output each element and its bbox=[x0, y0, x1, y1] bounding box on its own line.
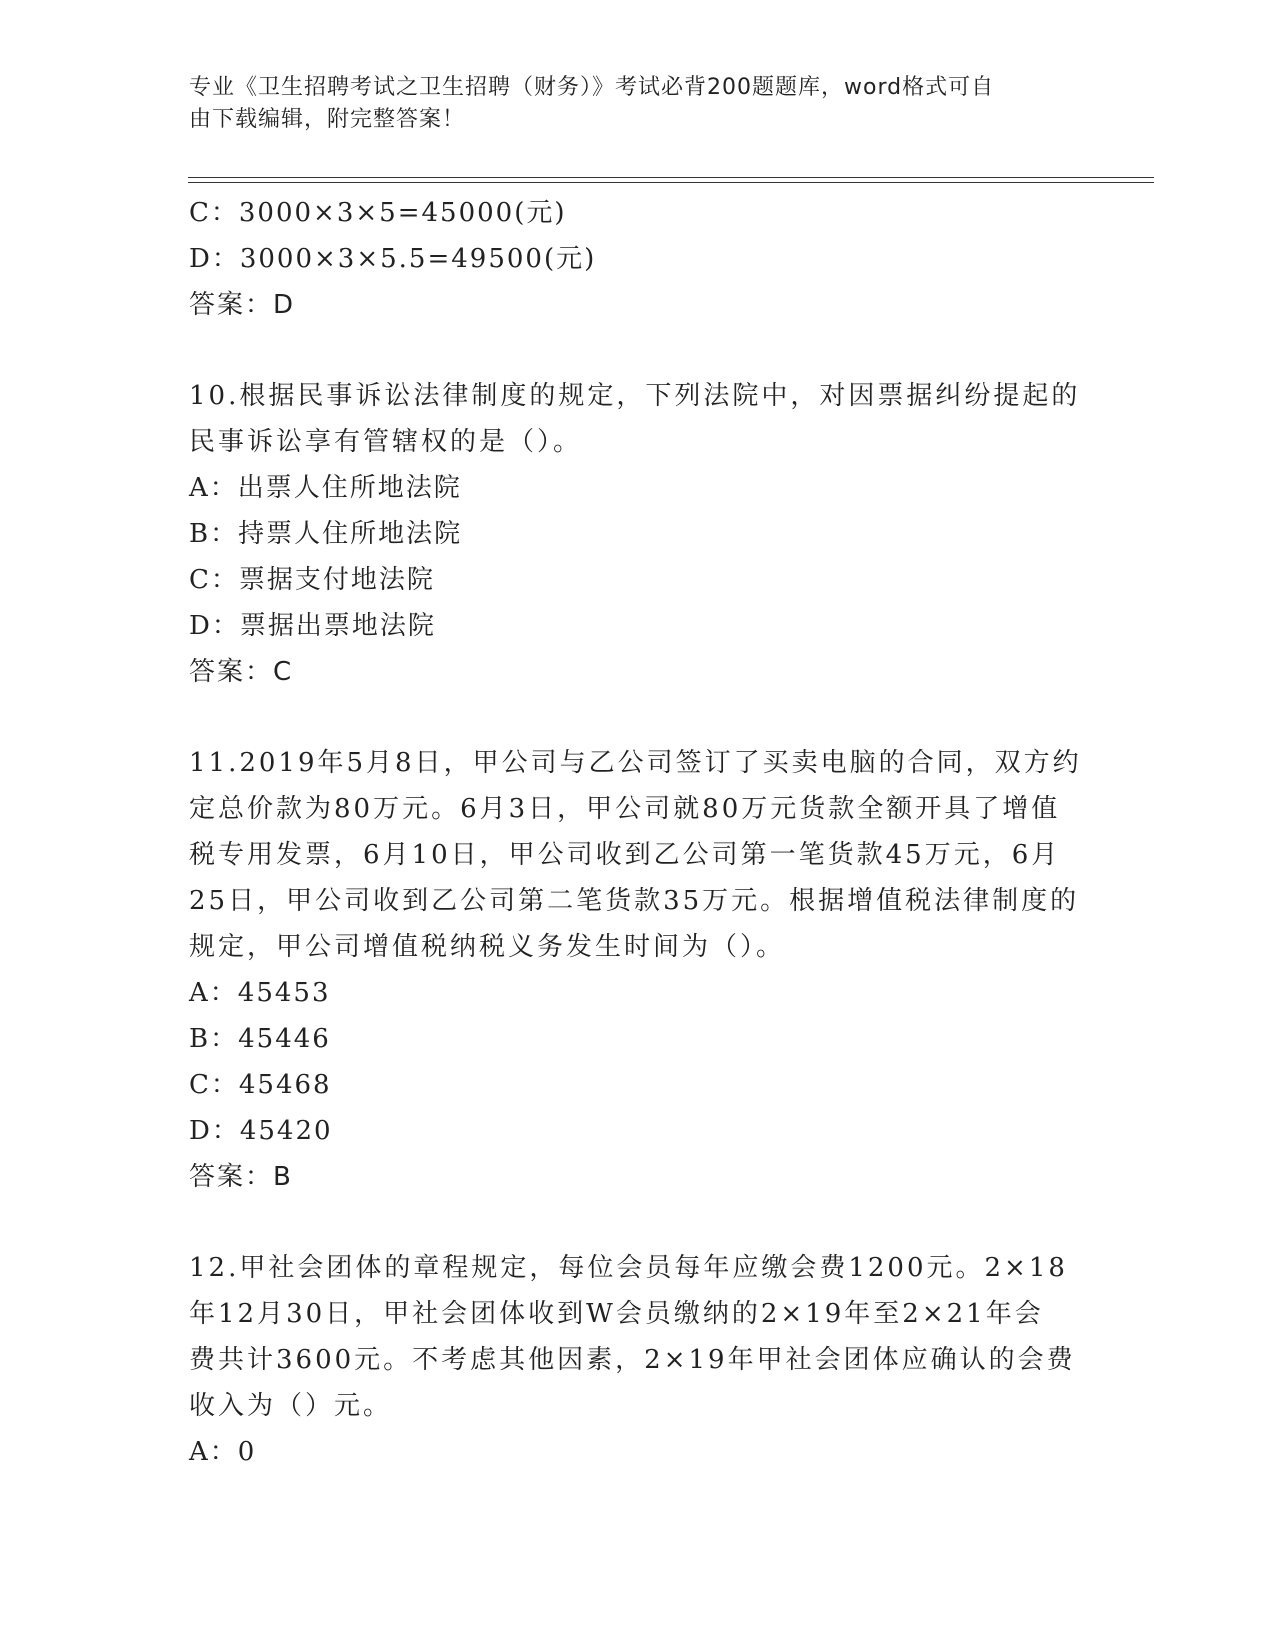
question-text-line: 收入为（）元。 bbox=[189, 1391, 393, 1421]
question-text bbox=[189, 740, 1089, 970]
question-text-line: 民事诉讼享有管辖权的是（）。 bbox=[189, 427, 583, 457]
question-12 bbox=[189, 1245, 1089, 1475]
option-b: B：45446 bbox=[189, 1024, 331, 1054]
document-header bbox=[189, 72, 1069, 136]
question-text-line: 11.2019年5月8日，甲公司与乙公司签订了买卖电脑的合同，双方约 bbox=[189, 748, 1082, 778]
option-a: A：0 bbox=[189, 1437, 257, 1467]
option-b: B：持票人住所地法院 bbox=[189, 519, 463, 549]
document-body bbox=[189, 190, 1089, 1475]
question-11 bbox=[189, 740, 1089, 1200]
header-divider-bottom bbox=[188, 182, 1154, 183]
question-text-line: 税专用发票，6月10日，甲公司收到乙公司第一笔货款45万元，6月 bbox=[189, 840, 1061, 870]
answer-line: 答案：C bbox=[189, 657, 294, 687]
question-text-line: 定总价款为80万元。6月3日，甲公司就80万元货款全额开具了增值 bbox=[189, 794, 1061, 824]
question-text-line: 年12月30日，甲社会团体收到W会员缴纳的2×19年至2×21年会 bbox=[189, 1299, 1044, 1329]
header-line-1: 专业《卫生招聘考试之卫生招聘（财务）》考试必背200题题库，word格式可自 bbox=[189, 75, 995, 100]
header-divider-top bbox=[188, 177, 1154, 178]
option-a: A：45453 bbox=[189, 978, 331, 1008]
header-line-2: 由下载编辑，附完整答案！ bbox=[189, 107, 466, 132]
question-text-line: 12.甲社会团体的章程规定，每位会员每年应缴会费1200元。2×18 bbox=[189, 1253, 1068, 1283]
question-text-line: 10.根据民事诉讼法律制度的规定，下列法院中，对因票据纠纷提起的 bbox=[189, 381, 1081, 411]
answer-line: 答案：D bbox=[189, 290, 296, 320]
option-c: C：3000×3×5=45000(元) bbox=[189, 198, 567, 228]
option-a: A：出票人住所地法院 bbox=[189, 473, 462, 503]
question-10 bbox=[189, 373, 1089, 695]
option-c: C：票据支付地法院 bbox=[189, 565, 435, 595]
answer-line: 答案：B bbox=[189, 1162, 293, 1192]
option-d: D：45420 bbox=[189, 1116, 333, 1146]
question-text-line: 费共计3600元。不考虑其他因素，2×19年甲社会团体应确认的会费 bbox=[189, 1345, 1076, 1375]
question-text-line: 25日，甲公司收到乙公司第二笔货款35万元。根据增值税法律制度的 bbox=[189, 886, 1080, 916]
option-d: D：3000×3×5.5=49500(元) bbox=[189, 244, 597, 274]
question-text bbox=[189, 373, 1089, 465]
prev-question-block bbox=[189, 190, 1089, 328]
option-d: D：票据出票地法院 bbox=[189, 611, 436, 641]
question-text-line: 规定，甲公司增值税纳税义务发生时间为（）。 bbox=[189, 932, 786, 962]
question-text bbox=[189, 1245, 1089, 1429]
option-c: C：45468 bbox=[189, 1070, 332, 1100]
